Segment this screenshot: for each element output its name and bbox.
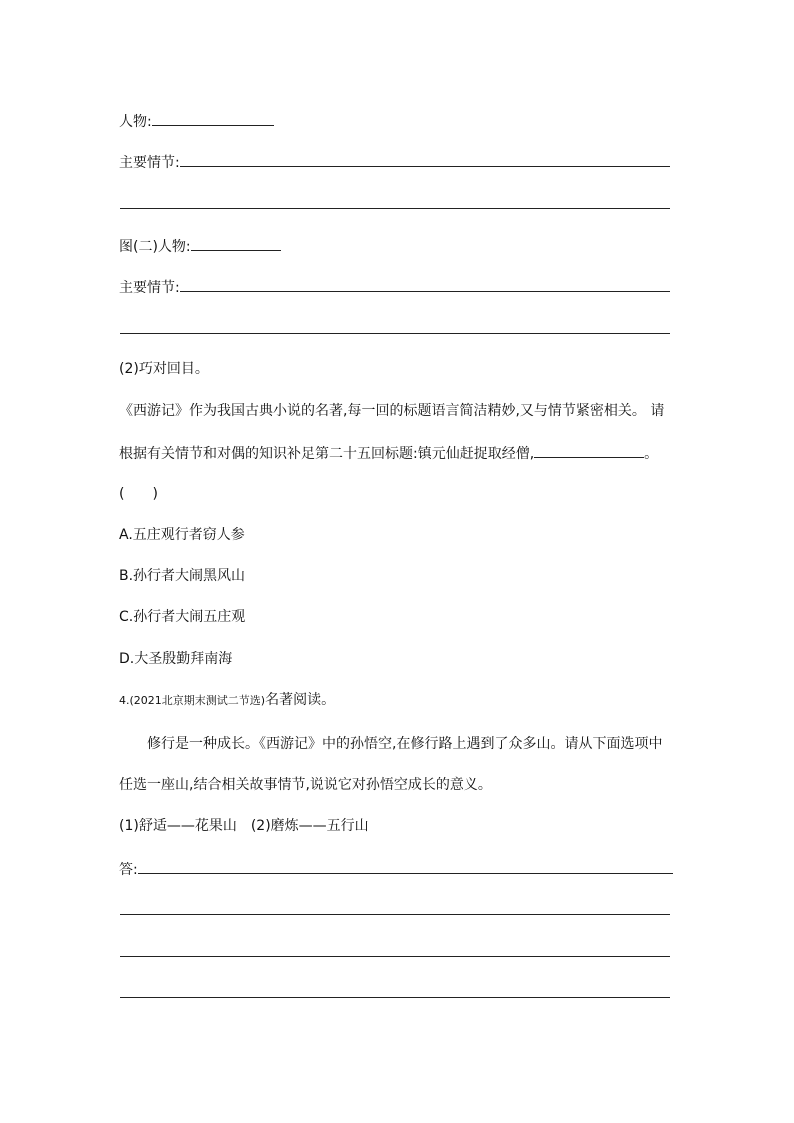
answer-line[interactable] [120,997,670,998]
answer-line[interactable] [120,208,670,209]
answer-line[interactable] [120,333,670,334]
plot-blank-1[interactable] [180,152,670,167]
option-a[interactable]: A.五庄观行者窃人参 [119,527,245,543]
answer-label: 答: [119,862,138,878]
q4-title: 名著阅读。 [265,692,336,708]
person-row-1 [119,111,274,131]
title-blank[interactable] [534,443,644,458]
option-b[interactable]: B.孙行者大闹黑风山 [119,568,246,584]
plot-label: 主要情节: [119,280,180,296]
person-label: 图(二)人物: [119,239,191,255]
person-label: 人物: [119,114,152,130]
option-d[interactable]: D.大圣殷勤拜南海 [119,651,233,667]
q2-heading: (2)巧对回目。 [119,361,209,377]
plot-blank-2[interactable] [180,277,670,292]
q4-heading [119,691,335,710]
plot-label: 主要情节: [119,155,180,171]
answer-parenthesis[interactable]: ( ) [119,486,158,502]
q4-para-line1: 修行是一种成长。《西游记》中的孙悟空,在修行路上遇到了众多山。请从下面选项中 [147,736,663,752]
person-row-2 [119,236,281,256]
q2-text-before-blank: 根据有关情节和对偶的知识补足第二十五回标题:镇元仙赶捉取经僧, [119,446,535,462]
q4-para-line2: 任选一座山,结合相关故事情节,说说它对孙悟空成长的意义。 [119,777,492,793]
plot-row-1 [119,152,670,172]
person-blank-2[interactable] [191,236,281,251]
q2-text-line1: 《西游记》作为我国古典小说的名著,每一回的标题语言简洁精妙,又与情节紧密相关。 请 [119,403,665,419]
answer-row [119,859,673,879]
plot-row-2 [119,277,670,297]
q4-choices: (1)舒适——花果山 (2)磨炼——五行山 [119,818,369,834]
q2-text-line2 [119,443,658,463]
q4-number: 4. [119,694,130,707]
answer-line[interactable] [120,956,670,957]
q2-text-after-blank: 。 [644,446,659,462]
person-blank-1[interactable] [152,111,274,126]
answer-blank[interactable] [138,859,673,874]
answer-line[interactable] [120,914,670,915]
q4-source: (2021北京期末测试二节选) [129,694,266,707]
option-c[interactable]: C.孙行者大闹五庄观 [119,609,246,625]
